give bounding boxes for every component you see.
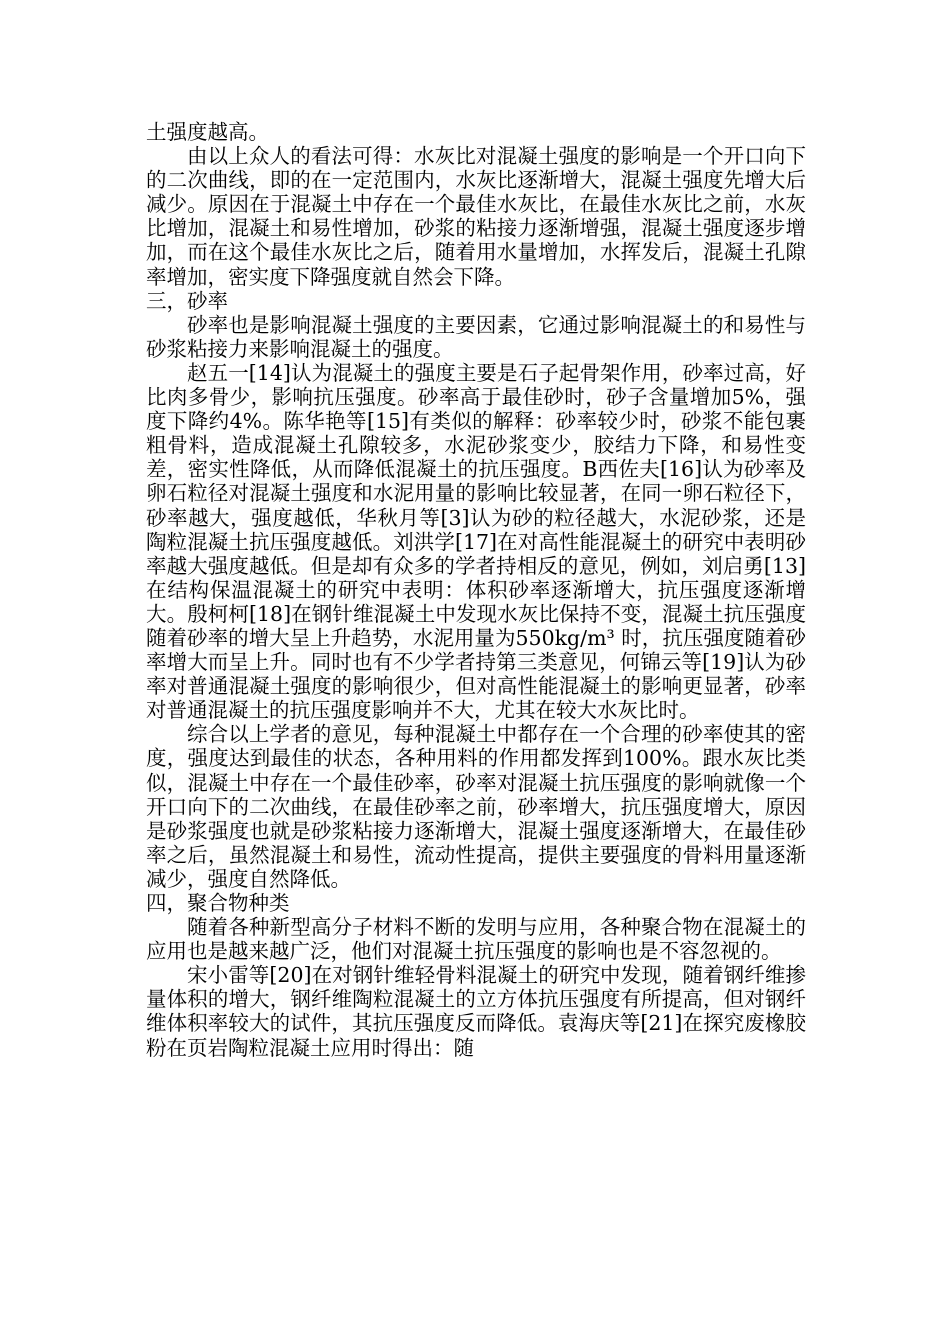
paragraph-polymer-literature: 宋小雷等[20]在对钢针维轻骨料混凝土的研究中发现，随着钢纤维掺量体积的增大，钢纤维陶粒混凝土的立方体抗压强度有所提高，但对钢纤维体积率较大的试件，其抗压强度反而降低。袁海庆等[21]在探究废橡胶粉在页岩陶粒混凝土应用时得出：随 (146, 963, 806, 1060)
section-heading-sand-ratio: 三，砂率 (146, 288, 228, 313)
paragraph-continuation: 土强度越高。 (146, 120, 269, 144)
paragraph-sand-ratio-literature: 赵五一[14]认为混凝土的强度主要是石子起骨架作用，砂率过高，好比肉多骨少，影响抗压强度。砂率高于最佳砂时，砂子含量增加5%，强度下降约4%。陈华艳等[15]有类似的解释：砂率较少时，砂浆不能包裹粗骨料，造成混凝土孔隙较多，水泥砂浆变少，胶结力下降，和易性变差，密实性降低，从而降低混凝土的抗压强度。B西佐夫[16]认为砂率及卵石粒径对混凝土强度和水泥用量的影响比较显著，在同一卵石粒径下，砂率越大，强度越低，华秋月等[3]认为砂的粒径越大，水泥砂浆，还是陶粒混凝土抗压强度越低。刘洪学[17]在对高性能混凝土的研究中表明砂率越大强度越低。但是却有众多的学者持相反的意见，例如，刘启勇[13]在结构保温混凝土的研究中表明：体积砂率逐渐增大，抗压强度逐渐增大。殷柯柯[18]在钢针维混凝土中发现水灰比保持不变，混凝土抗压强度随着砂率的增大呈上升趋势，水泥用量为550kg/m³ 时，抗压强度随着砂率增大而呈上升。同时也有不少学者持第三类意见，何锦云等[19]认为砂率对普通混凝土强度的影响很少，但对高性能混凝土的影响更显著，砂率对普通混凝土的抗压强度影响并不大，尤其在较大水灰比时。 (146, 360, 806, 723)
paragraph-sand-ratio-summary: 综合以上学者的意见，每种混凝土中都存在一个合理的砂率使其的密度，强度达到最佳的状态，各种用料的作用都发挥到100%。跟水灰比类似，混凝土中存在一个最佳砂率，砂率对混凝土抗压强度的影响就像一个开口向下的二次曲线，在最佳砂率之前，砂率增大，抗压强度增大，原因是砂浆强度也就是砂浆粘接力逐渐增大，混凝土强度逐渐增大，在最佳砂率之后，虽然混凝土和易性，流动性提高，提供主要强度的骨料用量逐渐减少，强度自然降低。 (146, 722, 806, 891)
section-heading-polymer-type: 四，聚合物种类 (146, 891, 290, 915)
paragraph-polymer-intro: 随着各种新型高分子材料不断的发明与应用，各种聚合物在混凝土的应用也是越来越广泛，他们对混凝土抗压强度的影响也是不容忽视的。 (146, 915, 806, 964)
paragraph-water-cement-summary: 由以上众人的看法可得：水灰比对混凝土强度的影响是一个开口向下的二次曲线，即的在一定范围内，水灰比逐渐增大，混凝土强度先增大后减少。原因在于混凝土中存在一个最佳水灰比，在最佳水灰比之前，水灰比增加，混凝土和易性增加，砂浆的粘接力逐渐增强，混凝土强度逐步增加，而在这个最佳水灰比之后，随着用水量增加，水挥发后，混凝土孔隙率增加，密实度下降强度就自然会下降。 (146, 144, 806, 289)
paragraph-sand-ratio-intro: 砂率也是影响混凝土强度的主要因素，它通过影响混凝土的和易性与砂浆粘接力来影响混凝土的强度。 (146, 312, 806, 361)
document-page (146, 120, 806, 1060)
